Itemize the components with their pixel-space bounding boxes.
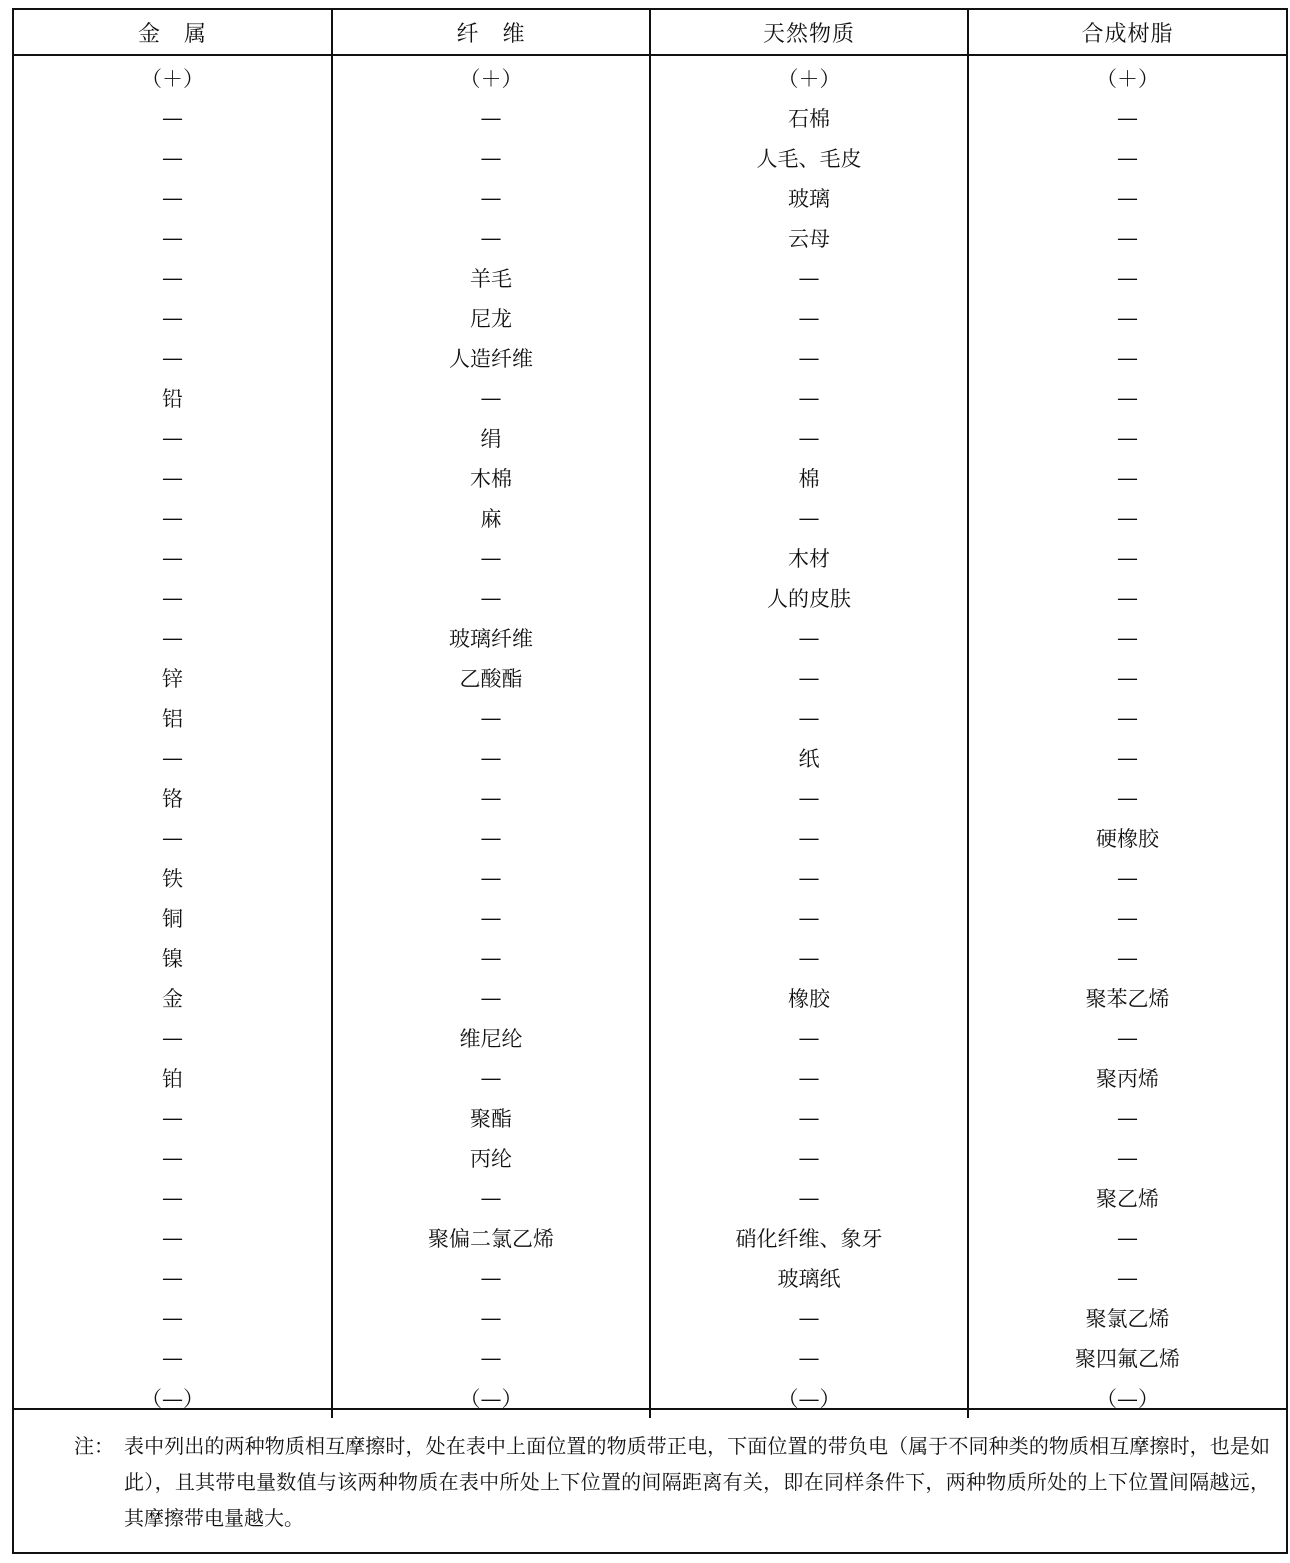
table-row <box>14 898 1286 938</box>
table-row <box>14 1258 1286 1298</box>
metal-cell: — <box>14 738 332 778</box>
metal-cell: — <box>14 178 332 218</box>
natural-substance-cell: 棉 <box>650 458 968 498</box>
fiber-cell: — <box>332 738 650 778</box>
table-row <box>14 658 1286 698</box>
fiber-cell: — <box>332 378 650 418</box>
table-row <box>14 1178 1286 1218</box>
synthetic-resin-cell: — <box>1117 266 1138 290</box>
natural-substance-cell: 木材 <box>650 538 968 578</box>
fiber-cell: （＋） <box>332 55 650 98</box>
metal-cell: 镍 <box>14 938 332 978</box>
natural-substance-cell: 云母 <box>650 218 968 258</box>
metal-cell: — <box>14 1218 332 1258</box>
natural-substance-cell: — <box>650 938 968 978</box>
synthetic-resin-cell: — <box>1117 146 1138 170</box>
metal-cell: （—） <box>14 1378 332 1418</box>
metal-cell: 铁 <box>14 858 332 898</box>
natural-substance-cell: — <box>650 898 968 938</box>
metal-cell: 金 <box>14 978 332 1018</box>
natural-substance-cell: — <box>650 1138 968 1178</box>
table-row <box>14 138 1286 178</box>
table-header-row <box>14 10 1286 55</box>
fiber-cell: — <box>332 698 650 738</box>
header-metal: 金 属 <box>14 10 332 55</box>
natural-substance-cell: — <box>650 338 968 378</box>
fiber-cell: 麻 <box>332 498 650 538</box>
triboelectric-series-document <box>12 8 1288 1554</box>
synthetic-resin-cell: — <box>1117 1266 1138 1290</box>
fiber-cell: — <box>332 858 650 898</box>
natural-substance-cell: — <box>650 1018 968 1058</box>
synthetic-resin-cell: — <box>1117 186 1138 210</box>
table-row <box>14 578 1286 618</box>
synthetic-resin-cell: — <box>1117 1026 1138 1050</box>
metal-cell: （＋） <box>14 55 332 98</box>
natural-substance-cell: — <box>650 378 968 418</box>
table-row <box>14 178 1286 218</box>
synthetic-resin-cell: 聚苯乙烯 <box>1085 987 1170 1011</box>
note-label: 注： <box>74 1434 114 1458</box>
fiber-cell: — <box>332 818 650 858</box>
table-row <box>14 858 1286 898</box>
synthetic-resin-cell: — <box>1117 466 1138 490</box>
metal-cell: — <box>14 1138 332 1178</box>
metal-cell: — <box>14 98 332 138</box>
natural-substance-cell: 硝化纤维、象牙 <box>650 1218 968 1258</box>
fiber-cell: — <box>332 218 650 258</box>
metal-cell: — <box>14 618 332 658</box>
fiber-cell: — <box>332 98 650 138</box>
natural-substance-cell: — <box>650 618 968 658</box>
fiber-cell: — <box>332 1338 650 1378</box>
fiber-cell: 绢 <box>332 418 650 458</box>
triboelectric-series-table <box>14 10 1286 1418</box>
metal-cell: 铜 <box>14 898 332 938</box>
metal-cell: — <box>14 538 332 578</box>
natural-substance-cell: — <box>650 418 968 458</box>
synthetic-resin-cell: — <box>1117 746 1138 770</box>
metal-cell: — <box>14 1258 332 1298</box>
fiber-cell: — <box>332 1298 650 1338</box>
natural-substance-cell: — <box>650 778 968 818</box>
synthetic-resin-cell: — <box>1117 626 1138 650</box>
synthetic-resin-cell: — <box>1117 106 1138 130</box>
metal-cell: — <box>14 418 332 458</box>
natural-substance-cell: 玻璃 <box>650 178 968 218</box>
synthetic-resin-cell: （—） <box>1096 1387 1159 1411</box>
metal-cell: — <box>14 498 332 538</box>
note-text: 表中列出的两种物质相互摩擦时，处在表中上面位置的物质带正电，下面位置的带负电（属于不同种类的物质相互摩擦时，也是如此），且其带电量数值与该两种物质在表中所处上下位置的间隔距离有关，即在同样条件下，两种物质所处的上下位置间隔越远，其摩擦带电量越大。 <box>124 1434 1270 1530</box>
metal-cell: — <box>14 298 332 338</box>
natural-substance-cell: — <box>650 1178 968 1218</box>
table-row <box>14 338 1286 378</box>
fiber-cell: 维尼纶 <box>332 1018 650 1058</box>
metal-cell: 锌 <box>14 658 332 698</box>
metal-cell: — <box>14 1338 332 1378</box>
natural-substance-cell: 人毛、毛皮 <box>650 138 968 178</box>
table-row <box>14 1218 1286 1258</box>
fiber-cell: — <box>332 178 650 218</box>
fiber-cell: 聚酯 <box>332 1098 650 1138</box>
natural-substance-cell: 纸 <box>650 738 968 778</box>
table-row <box>14 818 1286 858</box>
table-note <box>14 1408 1286 1552</box>
fiber-cell: — <box>332 898 650 938</box>
synthetic-resin-cell: — <box>1117 786 1138 810</box>
metal-cell: — <box>14 1018 332 1058</box>
metal-cell: 铂 <box>14 1058 332 1098</box>
synthetic-resin-cell: — <box>1117 226 1138 250</box>
fiber-cell: — <box>332 538 650 578</box>
natural-substance-cell: — <box>650 258 968 298</box>
table-row <box>14 258 1286 298</box>
synthetic-resin-cell: — <box>1117 1226 1138 1250</box>
table-row <box>14 378 1286 418</box>
natural-substance-cell: — <box>650 858 968 898</box>
table-row <box>14 55 1286 98</box>
synthetic-resin-cell: — <box>1117 666 1138 690</box>
natural-substance-cell: — <box>650 818 968 858</box>
table-row <box>14 738 1286 778</box>
synthetic-resin-cell: — <box>1117 346 1138 370</box>
fiber-cell: 聚偏二氯乙烯 <box>332 1218 650 1258</box>
natural-substance-cell: — <box>650 1298 968 1338</box>
table-row <box>14 498 1286 538</box>
natural-substance-cell: （—） <box>650 1378 968 1418</box>
table-body <box>14 55 1286 1418</box>
table-row <box>14 458 1286 498</box>
table-row <box>14 98 1286 138</box>
metal-cell: — <box>14 218 332 258</box>
fiber-cell: 人造纤维 <box>332 338 650 378</box>
metal-cell: — <box>14 338 332 378</box>
fiber-cell: — <box>332 938 650 978</box>
fiber-cell: — <box>332 1058 650 1098</box>
table-row <box>14 1018 1286 1058</box>
natural-substance-cell: 石棉 <box>650 98 968 138</box>
metal-cell: — <box>14 1178 332 1218</box>
natural-substance-cell: — <box>650 1058 968 1098</box>
table-row <box>14 1298 1286 1338</box>
metal-cell: — <box>14 1098 332 1138</box>
synthetic-resin-cell: 聚丙烯 <box>1096 1067 1159 1091</box>
natural-substance-cell: 人的皮肤 <box>650 578 968 618</box>
fiber-cell: 羊毛 <box>332 258 650 298</box>
natural-substance-cell: — <box>650 698 968 738</box>
fiber-cell: 乙酸酯 <box>332 658 650 698</box>
synthetic-resin-cell: — <box>1117 1146 1138 1170</box>
synthetic-resin-cell: 硬橡胶 <box>1096 827 1159 851</box>
fiber-cell: （—） <box>332 1378 650 1418</box>
metal-cell: 铝 <box>14 698 332 738</box>
fiber-cell: — <box>332 138 650 178</box>
synthetic-resin-cell: — <box>1117 1106 1138 1130</box>
fiber-cell: — <box>332 978 650 1018</box>
synthetic-resin-cell: — <box>1117 426 1138 450</box>
fiber-cell: 木棉 <box>332 458 650 498</box>
fiber-cell: 丙纶 <box>332 1138 650 1178</box>
synthetic-resin-cell: — <box>1117 906 1138 930</box>
table-row <box>14 618 1286 658</box>
natural-substance-cell: — <box>650 1098 968 1138</box>
natural-substance-cell: — <box>650 498 968 538</box>
synthetic-resin-cell: — <box>1117 946 1138 970</box>
fiber-cell: — <box>332 578 650 618</box>
synthetic-resin-cell: （＋） <box>1096 67 1159 91</box>
table-row <box>14 218 1286 258</box>
metal-cell: — <box>14 1298 332 1338</box>
header-fiber: 纤 维 <box>332 10 650 55</box>
natural-substance-cell: — <box>650 298 968 338</box>
table-row <box>14 698 1286 738</box>
table-row <box>14 978 1286 1018</box>
synthetic-resin-cell: — <box>1117 706 1138 730</box>
fiber-cell: 玻璃纤维 <box>332 618 650 658</box>
metal-cell: — <box>14 138 332 178</box>
metal-cell: — <box>14 258 332 298</box>
fiber-cell: 尼龙 <box>332 298 650 338</box>
table-row <box>14 1058 1286 1098</box>
table-row <box>14 298 1286 338</box>
synthetic-resin-cell: — <box>1117 506 1138 530</box>
synthetic-resin-cell: — <box>1117 546 1138 570</box>
header-natural-substance: 天然物质 <box>650 10 968 55</box>
table-row <box>14 1338 1286 1378</box>
header-synthetic-resin: 合成树脂 <box>968 10 1286 55</box>
natural-substance-cell: 玻璃纸 <box>650 1258 968 1298</box>
synthetic-resin-cell: — <box>1117 306 1138 330</box>
metal-cell: 铅 <box>14 378 332 418</box>
synthetic-resin-cell: — <box>1117 386 1138 410</box>
table-row <box>14 1098 1286 1138</box>
table-row <box>14 538 1286 578</box>
fiber-cell: — <box>332 778 650 818</box>
natural-substance-cell: 橡胶 <box>650 978 968 1018</box>
synthetic-resin-cell: — <box>1117 586 1138 610</box>
synthetic-resin-cell: 聚氯乙烯 <box>1085 1307 1170 1331</box>
table-row <box>14 1138 1286 1178</box>
natural-substance-cell: （＋） <box>650 55 968 98</box>
fiber-cell: — <box>332 1258 650 1298</box>
natural-substance-cell: — <box>650 1338 968 1378</box>
metal-cell: — <box>14 578 332 618</box>
metal-cell: — <box>14 458 332 498</box>
metal-cell: — <box>14 818 332 858</box>
metal-cell: 铬 <box>14 778 332 818</box>
natural-substance-cell: — <box>650 658 968 698</box>
table-row <box>14 418 1286 458</box>
synthetic-resin-cell: 聚四氟乙烯 <box>1075 1347 1180 1371</box>
table-row <box>14 778 1286 818</box>
fiber-cell: — <box>332 1178 650 1218</box>
synthetic-resin-cell: — <box>1117 866 1138 890</box>
synthetic-resin-cell: 聚乙烯 <box>1096 1187 1159 1211</box>
table-row <box>14 938 1286 978</box>
